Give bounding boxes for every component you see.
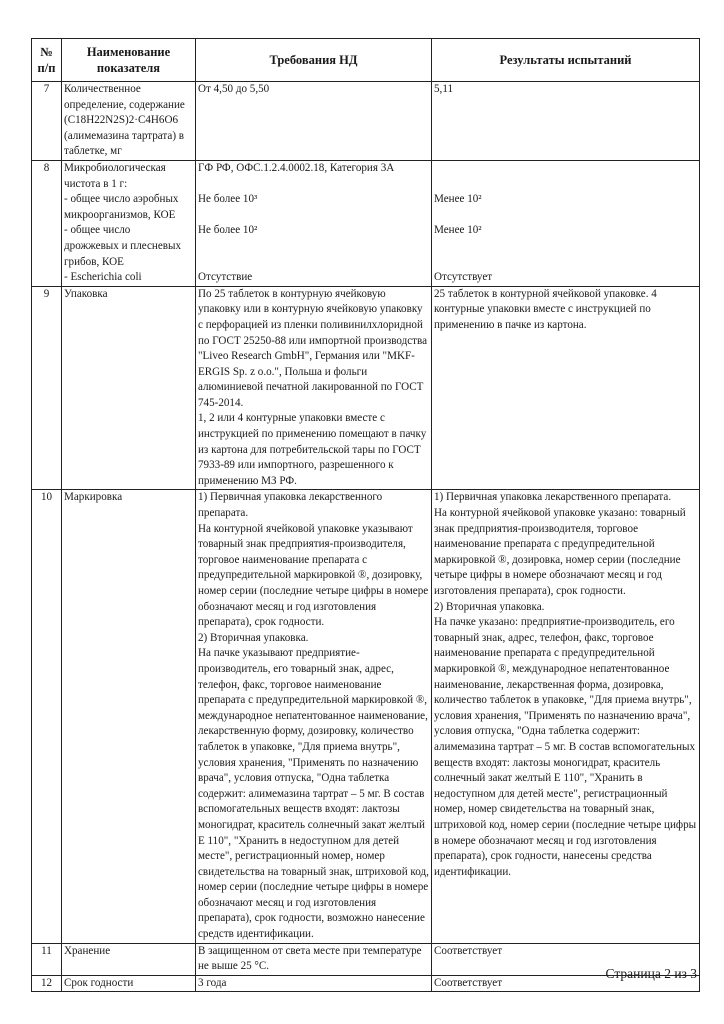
- name-line: - Escherichia coli: [64, 271, 142, 284]
- header-requirements: Требования НД: [196, 39, 432, 82]
- table-row: [32, 160, 700, 286]
- requirement-line: ГФ РФ, ОФС.1.2.4.0002.18, Категория 3А: [198, 161, 395, 174]
- table-row: [32, 82, 700, 161]
- name-line: микроорганизмов, КОЕ: [64, 208, 176, 221]
- table-row: [32, 943, 700, 975]
- requirement-text: От 4,50 до 5,50: [196, 82, 432, 161]
- row-number: 9: [32, 286, 62, 490]
- requirement-text: 1) Первичная упаковка лекарственного препарата. На контурной ячейковой упаковке указывают товарный знак предприятия-производителя, торговое наименование препарата с предупредительной маркировкой ®, дозировку, номер серии (последние четыре цифры в номере обозначают месяц и год изготовления препарата), срок годности. 2) Вторичная упаковка. На пачке указывают предприятие-производитель, его товарный знак, адрес, телефон, факс, торговое наименование препарата с предупредительной маркировкой ®, международное непатентованное наименование, лекарственную форму, дозировку, количество таблеток в упаковке, "Для приема внутрь", условия хранения, "Применять по назначению врача", условия отпуска, "Одна таблетка содержит: алимемазина тартрат – 5 мг. В состав вспомогательных веществ входят: лактозы моногидрат, краситель солнечный закат желтый Е 110", "Хранить в недоступном для детей месте", регистрационный номер, номер свидетельства на товарный знак, штриховой код, номер серии (последние четыре цифры в номере обозначают месяц и год изготовления препарата), срок годности, возможно нанесение средств идентификации.: [196, 490, 432, 943]
- requirement-line: [198, 255, 429, 271]
- result-line: [434, 177, 697, 193]
- indicator-name: Количественное определение, содержание (C18H22N2S)2·C4H6O6 (алимемазина тартрата) в таблетке, мг: [62, 82, 196, 161]
- table-row: [32, 975, 700, 992]
- result-text: 1) Первичная упаковка лекарственного препарата. На контурной ячейковой упаковке указано: товарный знак предприятия-производителя, торговое наименование препарата с предупредительной маркировкой ®, дозировка, номер серии (последние четыре цифры в номере обозначают месяц и год изготовления препарата), срок годности. 2) Вторичная упаковка. На пачке указано: предприятие-производитель, его товарный знак, адрес, телефон, факс, торговое наименование препарата с предупредительной маркировкой ®, международное непатентованное наименование, лекарственная форма, дозировка, количество таблеток в упаковке, "Для приема внутрь", условия хранения, "Применять по назначению врача", условия отпуска, "Одна таблетка содержит: алимемазина тартрат – 5 мг. В состав вспомогательных веществ входят: лактозы моногидрат, краситель солнечный закат желтый Е 110", "Хранить в недоступном для детей месте", регистрационный номер, номер свидетельства на товарный знак, штриховой код, номер серии (последние четыре цифры в номере обозначают месяц и год изготовления препарата), срок годности, нанесены средства идентификации.: [432, 490, 700, 943]
- row-number: 11: [32, 943, 62, 975]
- requirement-line: Отсутствие: [198, 271, 253, 284]
- result-text: 5,11: [432, 82, 700, 161]
- name-line: чистота в 1 г:: [64, 177, 128, 190]
- result-text: Соответствует: [432, 975, 700, 992]
- header-results: Результаты испытаний: [432, 39, 700, 82]
- requirement-line: [198, 208, 429, 224]
- indicator-name: Маркировка: [62, 490, 196, 943]
- results-table: [31, 38, 700, 992]
- table-row: [32, 490, 700, 943]
- requirement-text: По 25 таблеток в контурную ячейковую упаковку или в контурную ячейковую упаковку с перфорацией из пленки поливинилхлоридной по ГОСТ 25250-88 или импортной производства "Liveo Research GmbH", Германия или "MKF-ERGIS Sp. z o.o.", Польша и фольги алюминиевой печатной лакированной по ГОСТ 745-2014. 1, 2 или 4 контурные упаковки вместе с инструкцией по применению помещают в пачку из картона для потребительской тары по ГОСТ 7933-89 или импортного, разрешенного к применению МЗ РФ.: [196, 286, 432, 490]
- indicator-name: Хранение: [62, 943, 196, 975]
- header-name: Наименование показателя: [62, 39, 196, 82]
- requirement-line: Не более 10²: [198, 224, 258, 237]
- result-line: [434, 208, 697, 224]
- name-line: грибов, КОЕ: [64, 255, 124, 268]
- page-number: Страница 2 из 3: [605, 966, 697, 981]
- result-line: Менее 10²: [434, 193, 482, 206]
- requirement-line: Не более 10³: [198, 193, 258, 206]
- name-line: - общее число аэробных: [64, 193, 179, 206]
- requirement-text: В защищенном от света месте при температуре не выше 25 °С.: [196, 943, 432, 975]
- indicator-name: Срок годности: [62, 975, 196, 992]
- result-text: 25 таблеток в контурной ячейковой упаковке. 4 контурные упаковки вместе с инструкцией по применению в пачке из картона.: [432, 286, 700, 490]
- header-num: № п/п: [32, 39, 62, 82]
- requirement-text: [196, 160, 432, 286]
- result-line: [434, 161, 697, 177]
- result-line: [434, 239, 697, 255]
- indicator-name: [62, 160, 196, 286]
- result-line: Отсутствует: [434, 271, 493, 284]
- name-line: дрожжевых и плесневых: [64, 239, 181, 252]
- name-line: - общее число: [64, 224, 131, 237]
- row-number: 7: [32, 82, 62, 161]
- requirement-line: [198, 177, 429, 193]
- row-number: 8: [32, 160, 62, 286]
- name-line: Микробиологическая: [64, 161, 166, 174]
- result-line: [434, 255, 697, 271]
- requirement-line: [198, 239, 429, 255]
- result-text: [432, 160, 700, 286]
- row-number: 10: [32, 490, 62, 943]
- result-text: Соответствует: [432, 943, 700, 975]
- result-line: Менее 10²: [434, 224, 482, 237]
- row-number: 12: [32, 975, 62, 992]
- indicator-name: Упаковка: [62, 286, 196, 490]
- requirement-text: 3 года: [196, 975, 432, 992]
- header-row: [32, 39, 700, 82]
- table-row: [32, 286, 700, 490]
